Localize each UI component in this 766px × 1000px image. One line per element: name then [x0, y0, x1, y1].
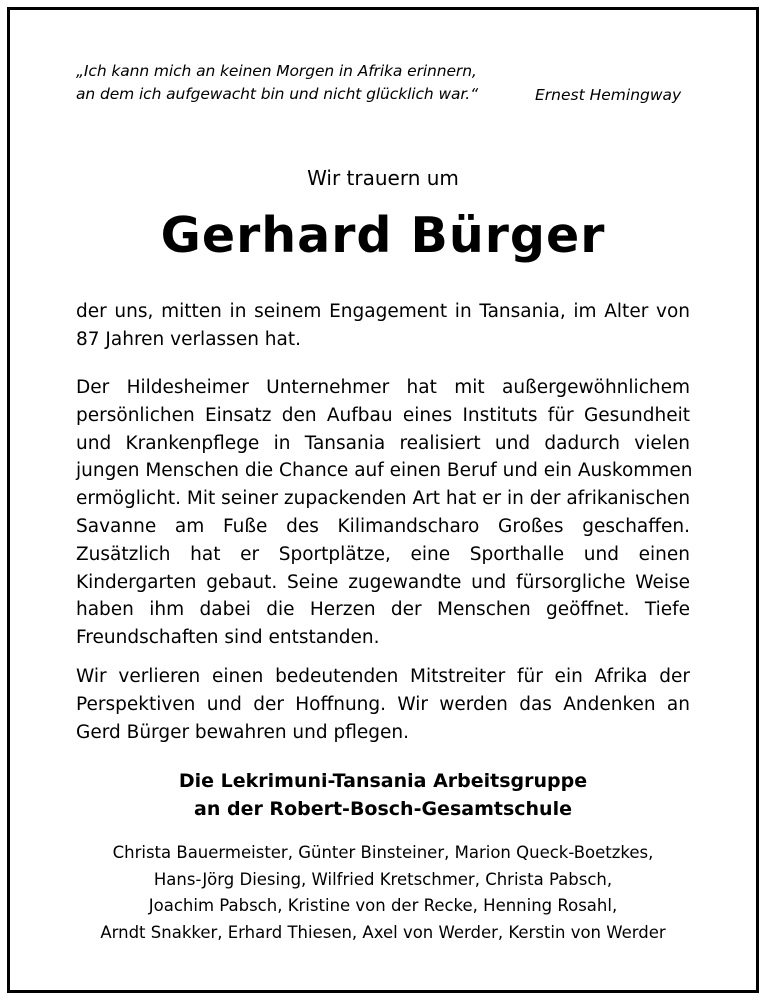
text-line: Gerd Bürger bewahren und pflegen.: [76, 721, 410, 743]
paragraph-2: [76, 374, 693, 652]
text-line: persönlichen Einsatz den Aufbau eines Instituts für Gesundheit: [76, 404, 690, 426]
signer-line: an der Robert-Bosch-Gesamtschule: [194, 798, 572, 820]
signing-group: [0, 767, 766, 823]
text-line: Zusätzlich hat er Sportplätze, eine Sporthalle und einen: [76, 543, 690, 565]
quote-author: Ernest Hemingway: [535, 86, 682, 104]
quote-line: „Ich kann mich an keinen Morgen in Afrika erinnern,: [76, 62, 477, 80]
names-line: Joachim Pabsch, Kristine von der Recke, Henning Rosahl,: [148, 896, 618, 915]
text-line: und Krankenpflege in Tansania realisiert und dadurch vielen: [76, 432, 690, 454]
paragraph-1: [76, 298, 690, 354]
text-line: der uns, mitten in seinem Engagement in Tansania, im Alter von: [76, 301, 690, 322]
deceased-name: Gerhard Bürger: [160, 207, 606, 264]
text-line: 87 Jahren verlassen hat.: [76, 328, 301, 350]
text-line: jungen Menschen die Chance auf einen Beruf und ein Auskommen: [76, 460, 693, 482]
quote-line: an dem ich aufgewacht bin und nicht glücklich war.“: [76, 85, 479, 103]
mourning-intro: Wir trauern um: [307, 166, 459, 190]
epigraph-quote: [76, 60, 478, 106]
text-line: haben ihm dabei die Herzen der Menschen geöffnet. Tiefe: [76, 599, 690, 621]
text-line: Der Hildesheimer Unternehmer hat mit außergewöhnlichem: [76, 377, 690, 398]
text-line: Kindergarten gebaut. Seine zugewandte und fürsorgliche Weise: [76, 571, 690, 593]
names-line: Arndt Snakker, Erhard Thiesen, Axel von Werder, Kerstin von Werder: [100, 922, 666, 942]
text-line: Freundschaften sind entstanden.: [76, 627, 380, 649]
names-line: Christa Bauermeister, Günter Binsteiner, Marion Queck-Boetzkes,: [112, 843, 654, 862]
text-line: ermöglicht. Mit seiner zupackenden Art hat er in der afrikanischen: [76, 488, 691, 510]
text-line: Wir verlieren einen bedeutenden Mitstreiter für ein Afrika der: [76, 666, 690, 687]
paragraph-3: [76, 663, 690, 746]
member-names: [0, 840, 766, 946]
text-line: Perspektiven und der Hoffnung. Wir werden das Andenken an: [76, 693, 690, 715]
text-line: Savanne am Fuße des Kilimandscharo Großes geschaffen.: [76, 515, 690, 537]
signer-line: Die Lekrimuni-Tansania Arbeitsgruppe: [178, 770, 588, 792]
names-line: Hans-Jörg Diesing, Wilfried Kretschmer, Christa Pabsch,: [153, 869, 613, 889]
